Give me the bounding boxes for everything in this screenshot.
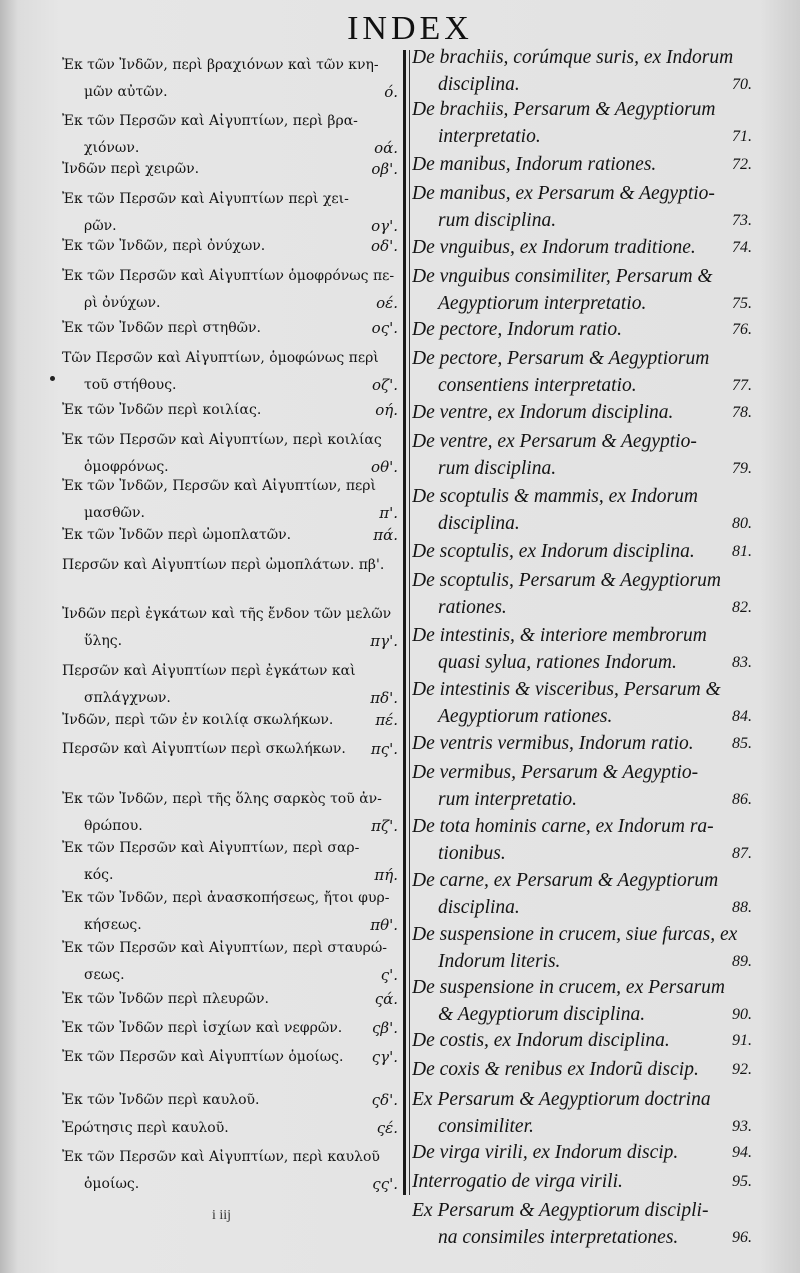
latin-entry xyxy=(412,974,752,1028)
latin-entry-line2: disciplina. xyxy=(438,74,520,95)
latin-entry xyxy=(412,1056,752,1083)
latin-entry-number: 86. xyxy=(732,791,752,808)
latin-entry xyxy=(412,180,752,234)
latin-entry xyxy=(412,1139,752,1166)
greek-entry-line1: Περσῶν καὶ Αἰγυπτίων περὶ ἐγκάτων καὶ xyxy=(62,663,356,679)
latin-entry-line2: rum disciplina. xyxy=(438,458,557,479)
latin-entry-number: 84. xyxy=(732,708,752,725)
latin-entry-line1: De scoptulis, ex Indorum disciplina. xyxy=(412,541,695,562)
greek-entry-line1: Ἐκ τῶν Περσῶν καὶ Αἰγυπτίων περὶ χει- xyxy=(62,191,349,207)
greek-entry xyxy=(62,473,400,527)
signature-mark: i iij xyxy=(212,1208,232,1223)
latin-entry-line1: De manibus, ex Persarum & Aegyptio- xyxy=(412,183,715,204)
greek-entry xyxy=(62,315,400,342)
greek-entry-line1: Ἐκ τῶν Ἰνδῶν περὶ καυλοῦ. xyxy=(62,1092,260,1108)
greek-entry-number: ς'. xyxy=(380,966,398,984)
latin-entry xyxy=(412,345,752,399)
greek-entry-number: πά. xyxy=(373,526,398,544)
greek-entry-number: οδ'. xyxy=(371,237,398,255)
latin-entry xyxy=(412,428,752,482)
greek-entry xyxy=(62,108,400,162)
greek-entry xyxy=(62,522,400,549)
greek-entry xyxy=(62,1087,400,1114)
latin-entry-line1: De scoptulis, Persarum & Aegyptiorum xyxy=(412,570,721,591)
latin-entry-number: 82. xyxy=(732,599,752,616)
latin-entry xyxy=(412,1168,752,1195)
greek-entry-line1: Ἐκ τῶν Ἰνδῶν, περὶ ἀνασκοπήσεως, ἤτοι φυρ- xyxy=(62,890,390,906)
greek-entry xyxy=(62,397,400,424)
latin-entry-number: 94. xyxy=(732,1144,752,1161)
greek-entry-line1: Ἐκ τῶν Ἰνδῶν περὶ πλευρῶν. xyxy=(62,991,269,1007)
latin-entry-line2: rum disciplina. xyxy=(438,210,557,231)
latin-entry xyxy=(412,730,752,757)
greek-entry-line1: Ἐρώτησις περὶ καυλοῦ. xyxy=(62,1120,229,1136)
latin-entry xyxy=(412,483,752,537)
greek-entry-line1: Ἐκ τῶν Ἰνδῶν, περὶ ὀνύχων. xyxy=(62,238,266,254)
greek-entry-number: οά. xyxy=(374,139,398,157)
latin-entry xyxy=(412,867,752,921)
greek-entry-line2: ὁμοίως. xyxy=(84,1176,140,1192)
latin-entry xyxy=(412,316,752,343)
greek-entry-number: ςς'. xyxy=(372,1175,398,1193)
greek-entry-number: ςδ'. xyxy=(371,1091,398,1109)
latin-entry xyxy=(412,622,752,676)
greek-entry-line2: ὁμοφρόνως. xyxy=(84,459,169,475)
latin-entry-line2: consimiliter. xyxy=(438,1116,534,1137)
greek-entry xyxy=(62,156,400,183)
latin-entry-line1: De brachiis, Persarum & Aegyptiorum xyxy=(412,99,716,120)
greek-entry-number: ογ'. xyxy=(371,217,398,235)
latin-entry xyxy=(412,96,752,150)
latin-entry-line1: De brachiis, corúmque suris, ex Indorum xyxy=(412,47,734,68)
greek-entry xyxy=(62,52,400,106)
greek-entry-line2: χιόνων. xyxy=(84,140,140,156)
latin-entry-number: 80. xyxy=(732,515,752,532)
greek-entry-number: πγ'. xyxy=(370,632,398,650)
latin-entry-line1: De intestinis, & interiore membrorum xyxy=(412,625,707,646)
greek-entry-line2: μῶν αὐτῶν. xyxy=(84,84,168,100)
latin-entry-line1: De costis, ex Indorum disciplina. xyxy=(412,1030,670,1051)
latin-entry xyxy=(412,234,752,261)
latin-entry-number: 93. xyxy=(732,1118,752,1135)
latin-entry-number: 71. xyxy=(732,128,752,145)
greek-entry-number: πς'. xyxy=(370,740,398,758)
column-rule-inner xyxy=(409,50,410,1195)
greek-entry-line1: Ἐκ τῶν Περσῶν καὶ Αἰγυπτίων, περὶ καυλοῦ xyxy=(62,1149,380,1165)
latin-entry-number: 77. xyxy=(732,377,752,394)
margin-mark xyxy=(50,376,55,381)
greek-entry xyxy=(62,658,400,712)
latin-entry-line2: Indorum literis. xyxy=(438,951,561,972)
latin-entry-line1: De pectore, Persarum & Aegyptiorum xyxy=(412,348,710,369)
latin-entry xyxy=(412,538,752,565)
latin-entry-line1: De vermibus, Persarum & Aegyptio- xyxy=(412,762,699,783)
greek-entry xyxy=(62,552,400,579)
greek-entry-number: ςά. xyxy=(374,990,398,1008)
greek-entry-line1: Ἐκ τῶν Περσῶν καὶ Αἰγυπτίων, περὶ σαρ- xyxy=(62,840,360,856)
greek-entry-number: πθ'. xyxy=(370,916,398,934)
greek-entry-line2: τοῦ στήθους. xyxy=(84,377,177,393)
latin-entry-line1: De carne, ex Persarum & Aegyptiorum xyxy=(412,870,719,891)
greek-entry xyxy=(62,986,400,1013)
greek-entry-line1: Περσῶν καὶ Αἰγυπτίων περὶ ὠμοπλάτων. πβ'. xyxy=(62,557,385,573)
latin-entry xyxy=(412,676,752,730)
latin-entry-number: 81. xyxy=(732,543,752,560)
greek-entry-line2: σεως. xyxy=(84,967,125,983)
greek-entry xyxy=(62,263,400,317)
greek-entry-line2: μασθῶν. xyxy=(84,505,145,521)
latin-entry-line1: Ex Persarum & Aegyptiorum doctrina xyxy=(412,1089,711,1110)
greek-entry-number: πέ. xyxy=(375,711,398,729)
latin-entry xyxy=(412,813,752,867)
latin-entry-line1: De pectore, Indorum ratio. xyxy=(412,319,622,340)
greek-entry xyxy=(62,186,400,240)
greek-entry-number: οθ'. xyxy=(371,458,398,476)
latin-entry-line2: quasi sylua, rationes Indorum. xyxy=(438,652,677,673)
latin-entry xyxy=(412,1086,752,1140)
greek-entry-line1: Τῶν Περσῶν καὶ Αἰγυπτίων, ὁμοφώνως περὶ xyxy=(62,350,379,366)
latin-entry xyxy=(412,921,752,975)
latin-entry-line2: & Aegyptiorum disciplina. xyxy=(438,1004,646,1025)
latin-entry-number: 85. xyxy=(732,735,752,752)
latin-entry-number: 72. xyxy=(732,156,752,173)
latin-entry-line1: De virga virili, ex Indorum discip. xyxy=(412,1142,679,1163)
greek-entry xyxy=(62,707,400,734)
latin-entry-line1: De vnguibus consimiliter, Persarum & xyxy=(412,266,713,287)
latin-entry-number: 75. xyxy=(732,295,752,312)
greek-entry-number: ος'. xyxy=(371,319,398,337)
latin-entry-line2: consentiens interpretatio. xyxy=(438,375,637,396)
page-header: INDEX xyxy=(347,10,473,47)
latin-entry-number: 74. xyxy=(732,239,752,256)
greek-entry-line1: Ἐκ τῶν Ἰνδῶν περὶ κοιλίας. xyxy=(62,402,262,418)
greek-entry-number: ςγ'. xyxy=(371,1048,398,1066)
greek-entry xyxy=(62,1115,400,1142)
greek-entry-line2: ρῶν. xyxy=(84,218,117,234)
latin-entry-line1: De ventre, ex Persarum & Aegyptio- xyxy=(412,431,697,452)
greek-entry xyxy=(62,736,400,763)
greek-entry xyxy=(62,786,400,840)
greek-entry-number: πζ'. xyxy=(371,817,398,835)
greek-entry-line1: Ἐκ τῶν Περσῶν καὶ Αἰγυπτίων, περὶ κοιλίας xyxy=(62,432,382,448)
greek-entry-number: ό. xyxy=(384,83,398,101)
latin-entry-line1: De tota hominis carne, ex Indorum ra- xyxy=(412,816,714,837)
latin-entry xyxy=(412,1197,752,1251)
greek-entry-line2: κός. xyxy=(84,867,114,883)
latin-entry-number: 73. xyxy=(732,212,752,229)
greek-entry-line1: Ἐκ τῶν Ἰνδῶν, περὶ τῆς ὅλης σαρκὸς τοῦ ἀν- xyxy=(62,791,382,807)
greek-entry-line2: σπλάγχνων. xyxy=(84,690,171,706)
latin-entry-line1: De suspensione in crucem, ex Persarum xyxy=(412,977,726,998)
greek-entry-line1: Ἐκ τῶν Ἰνδῶν περὶ στηθῶν. xyxy=(62,320,261,336)
greek-entry-line1: Ἰνδῶν περὶ ἐγκάτων καὶ τῆς ἔνδον τῶν μελῶν xyxy=(62,606,392,622)
column-rule xyxy=(403,50,406,1195)
latin-entry-number: 76. xyxy=(732,321,752,338)
greek-entry-number: πή. xyxy=(374,866,398,884)
greek-entry-line1: Ἐκ τῶν Ἰνδῶν, Περσῶν καὶ Αἰγυπτίων, περὶ xyxy=(62,478,377,494)
greek-entry-line2: κήσεως. xyxy=(84,917,142,933)
greek-entry-line2: ὕλης. xyxy=(84,633,123,649)
latin-entry-number: 70. xyxy=(732,76,752,93)
latin-entry-line2: rum interpretatio. xyxy=(438,789,578,810)
greek-entry xyxy=(62,601,400,655)
greek-entry-line1: Περσῶν καὶ Αἰγυπτίων περὶ σκωλήκων. xyxy=(62,741,346,757)
greek-entry xyxy=(62,233,400,260)
latin-entry-number: 95. xyxy=(732,1173,752,1190)
latin-entry-line2: disciplina. xyxy=(438,897,520,918)
latin-entry-number: 91. xyxy=(732,1032,752,1049)
greek-entry-line1: Ἰνδῶν, περὶ τῶν ἐν κοιλίᾳ σκωλήκων. xyxy=(62,712,334,728)
latin-entry-line2: na consimiles interpretationes. xyxy=(438,1227,679,1248)
greek-entry-number: οή. xyxy=(375,401,398,419)
latin-entry-line1: Interrogatio de virga virili. xyxy=(412,1171,623,1192)
greek-entry xyxy=(62,835,400,889)
greek-entry xyxy=(62,935,400,989)
latin-entry-line1: De suspensione in crucem, siue furcas, ex xyxy=(412,924,738,945)
greek-entry-number: π'. xyxy=(379,504,398,522)
greek-entry-line1: Ἐκ τῶν Ἰνδῶν περὶ ἰσχίων καὶ νεφρῶν. xyxy=(62,1020,343,1036)
latin-entry-line1: De vnguibus, ex Indorum traditione. xyxy=(412,237,696,258)
greek-entry xyxy=(62,345,400,399)
greek-entry-number: πδ'. xyxy=(370,689,398,707)
greek-entry-line2: ρὶ ὀνύχων. xyxy=(84,295,161,311)
latin-entry-line2: disciplina. xyxy=(438,513,520,534)
latin-entry xyxy=(412,399,752,426)
latin-entry xyxy=(412,44,752,98)
latin-entry-line2: tionibus. xyxy=(438,843,506,864)
latin-entry xyxy=(412,263,752,317)
greek-entry-line2: θρώπου. xyxy=(84,818,143,834)
latin-entry-line1: De scoptulis & mammis, ex Indorum xyxy=(412,486,698,507)
greek-entry-number: οβ'. xyxy=(371,160,398,178)
latin-entry-line1: De coxis & renibus ex Indorũ discip. xyxy=(412,1059,699,1080)
latin-entry-number: 78. xyxy=(732,404,752,421)
greek-entry-line1: Ἐκ τῶν Ἰνδῶν, περὶ βραχιόνων καὶ τῶν κνη- xyxy=(62,57,379,73)
latin-entry xyxy=(412,759,752,813)
latin-entry-number: 88. xyxy=(732,899,752,916)
latin-entry-line2: Aegyptiorum interpretatio. xyxy=(438,293,647,314)
greek-entry xyxy=(62,1144,400,1198)
latin-entry-number: 83. xyxy=(732,654,752,671)
latin-entry-number: 87. xyxy=(732,845,752,862)
latin-entry xyxy=(412,1027,752,1054)
greek-entry-number: οέ. xyxy=(376,294,398,312)
latin-entry xyxy=(412,567,752,621)
latin-entry-line1: De ventre, ex Indorum disciplina. xyxy=(412,402,674,423)
latin-entry-number: 92. xyxy=(732,1061,752,1078)
greek-entry-line1: Ἐκ τῶν Περσῶν καὶ Αἰγυπτίων ὁμοφρόνως πε- xyxy=(62,268,395,284)
greek-entry-number: ςβ'. xyxy=(372,1019,398,1037)
greek-entry xyxy=(62,1015,400,1042)
greek-entry-line1: Ἐκ τῶν Περσῶν καὶ Αἰγυπτίων, περὶ σταυρώ- xyxy=(62,940,388,956)
latin-entry-line2: interpretatio. xyxy=(438,126,541,147)
latin-entry-line2: Aegyptiorum rationes. xyxy=(438,706,613,727)
latin-entry-number: 89. xyxy=(732,953,752,970)
greek-entry-line1: Ἰνδῶν περὶ χειρῶν. xyxy=(62,161,200,177)
greek-entry-number: ςέ. xyxy=(376,1119,398,1137)
latin-entry xyxy=(412,151,752,178)
greek-entry xyxy=(62,1044,400,1071)
latin-entry-number: 90. xyxy=(732,1006,752,1023)
latin-entry-line2: rationes. xyxy=(438,597,507,618)
latin-entry-line1: De manibus, Indorum rationes. xyxy=(412,154,657,175)
greek-entry-line1: Ἐκ τῶν Περσῶν καὶ Αἰγυπτίων, περὶ βρα- xyxy=(62,113,358,129)
latin-entry-number: 96. xyxy=(732,1229,752,1246)
greek-entry-line1: Ἐκ τῶν Περσῶν καὶ Αἰγυπτίων ὁμοίως. xyxy=(62,1049,344,1065)
greek-entry xyxy=(62,885,400,939)
latin-entry-line1: De intestinis & visceribus, Persarum & xyxy=(412,679,721,700)
latin-entry-line1: Ex Persarum & Aegyptiorum discipli- xyxy=(412,1200,709,1221)
greek-entry-number: οζ'. xyxy=(371,376,398,394)
latin-entry-line1: De ventris vermibus, Indorum ratio. xyxy=(412,733,694,754)
latin-entry-number: 79. xyxy=(732,460,752,477)
greek-entry-line1: Ἐκ τῶν Ἰνδῶν περὶ ὠμοπλατῶν. xyxy=(62,527,292,543)
